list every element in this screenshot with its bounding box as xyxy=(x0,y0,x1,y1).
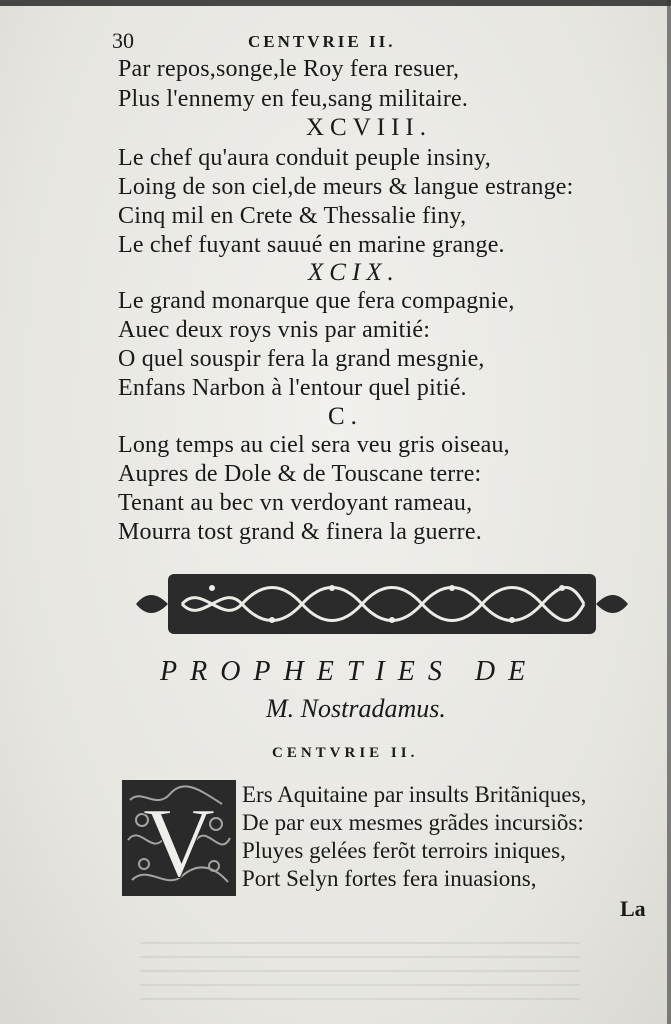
verse-line: Le grand monarque que fera compagnie, xyxy=(118,288,515,314)
verse-line: Enfans Narbon à l'entour quel pitié. xyxy=(118,375,467,401)
verse-line: Auec deux roys vnis par amitié: xyxy=(118,317,431,343)
page-header xyxy=(112,28,492,54)
verse-line: Plus l'ennemy en feu,sang militaire. xyxy=(118,86,469,112)
quatrain-number: XCVIII. xyxy=(306,114,433,141)
verse-line: O quel souspir fera la grand mesgnie, xyxy=(118,346,485,372)
verse-line: Loing de son ciel,de meurs & langue estrange: xyxy=(118,174,574,200)
verse-line: Le chef fuyant sauué en marine grange. xyxy=(118,232,505,258)
ornamental-band xyxy=(132,568,632,640)
show-through-text xyxy=(140,940,580,1000)
running-title: CENTVRIE II. xyxy=(248,32,396,51)
initial-letter: V xyxy=(142,787,216,896)
page-edge-right xyxy=(667,0,671,1024)
verse-line: Tenant au bec vn verdoyant rameau, xyxy=(118,490,473,516)
quatrain-number: XCIX. xyxy=(308,259,400,286)
verse-line: De par eux mesmes grãdes incursiõs: xyxy=(242,810,584,835)
section-title: PROPHETIES DE xyxy=(160,656,539,687)
verse-line: Pluyes gelées ferõt terroirs iniques, xyxy=(242,838,566,863)
verse-line: Cinq mil en Crete & Thessalie finy, xyxy=(118,203,467,229)
quatrain-number: C. xyxy=(328,403,363,430)
verse-line: Par repos,songe,le Roy fera resuer, xyxy=(118,56,460,82)
catchword: La xyxy=(620,896,646,921)
verse-line: Le chef qu'aura conduit peuple insiny, xyxy=(118,145,491,171)
decorated-initial xyxy=(122,780,236,896)
section-title-author: M. Nostradamus. xyxy=(266,694,446,723)
verse-line: Mourra tost grand & finera la guerre. xyxy=(118,519,482,545)
verse-line: Long temps au ciel sera veu gris oiseau, xyxy=(118,432,510,458)
section-subtitle: CENTVRIE II. xyxy=(272,745,419,761)
page-number: 30 xyxy=(112,28,134,53)
verse-line: Ers Aquitaine par insults Britãniques, xyxy=(242,782,587,807)
verse-line: Port Selyn fortes fera inuasions, xyxy=(242,866,537,891)
verse-line: Aupres de Dole & de Touscane terre: xyxy=(118,461,482,487)
page-edge-top xyxy=(0,0,671,6)
